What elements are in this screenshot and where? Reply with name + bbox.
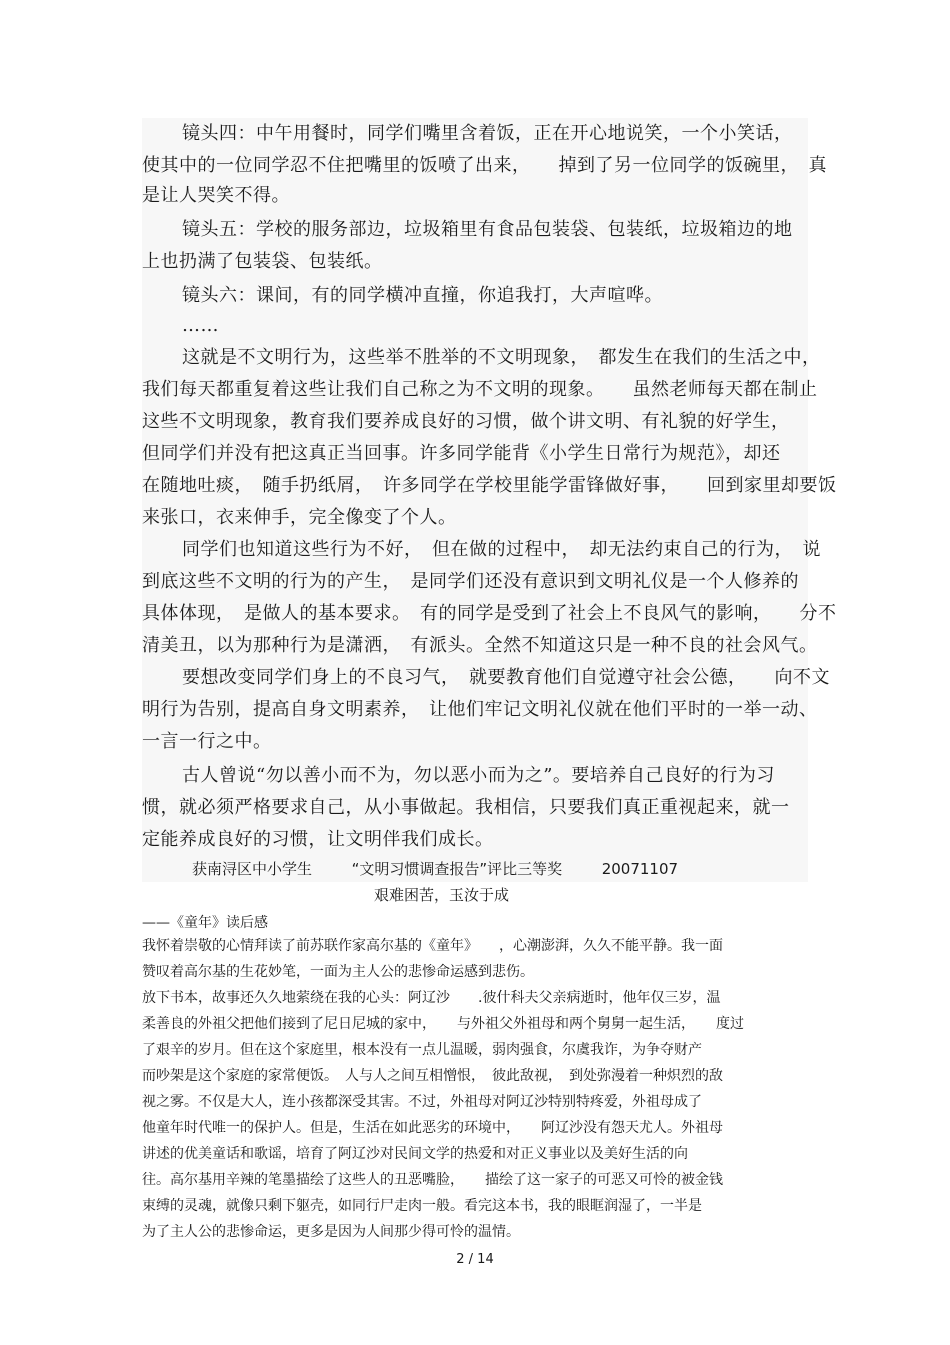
award-date: 20071107: [601, 860, 679, 878]
essay-line: 束缚的灵魂，就像只剩下躯壳，如同行尸走肉一般。看完这本书，我的眼眶润湿了，一半是: [142, 1198, 702, 1214]
essay-line: 放下书本，故事还久久地萦绕在我的心头：阿辽沙 .彼什科夫父亲病逝时，他年仅三岁，温: [142, 990, 721, 1006]
paragraph-line: 一言一行之中。: [142, 731, 272, 752]
essay-line: 而吵架是这个家庭的家常便饭。 人与人之间互相憎恨， 彼此敌视， 到处弥漫着一种炽烈的敌: [142, 1068, 723, 1084]
paragraph-line: 这些不文明现象，教育我们要养成良好的习惯，做个讲文明、有礼貌的好学生，: [142, 411, 790, 432]
paragraph-line: 要想改变同学们身上的不良习气， 就要教育他们自觉遵守社会公德， 向不文: [182, 667, 830, 688]
essay-line: 了艰辛的岁月。但在这个家庭里，根本没有一点儿温暖，弱肉强食，尔虞我诈，为争夺财产: [142, 1042, 702, 1058]
paragraph-line: 到底这些不文明的行为的产生， 是同学们还没有意识到文明礼仪是一个人修养的: [142, 571, 799, 592]
award-line: [192, 858, 678, 879]
paragraph-line: 清美丑，以为那种行为是潇洒， 有派头。全然不知道这只是一种不良的社会风气。: [142, 635, 818, 656]
award-title: “文明习惯调查报告”评比三等奖: [351, 860, 563, 878]
paragraph-line: 是让人哭笑不得。: [142, 185, 290, 206]
paragraph-line: 具体体现， 是做人的基本要求。 有的同学是受到了社会上不良风气的影响， 分不: [142, 603, 837, 624]
essay-line: 他童年时代唯一的保护人。但是，生活在如此恶劣的环境中， 阿辽沙没有怨天尤人。外祖母: [142, 1120, 723, 1136]
paragraph-line: 同学们也知道这些行为不好， 但在做的过程中， 却无法约束自己的行为， 说: [182, 539, 821, 560]
paragraph-line: 上也扔满了包装袋、包装纸。: [142, 251, 383, 272]
essay-line: 视之雾。不仅是大人，连小孩都深受其害。不过，外祖母对阿辽沙特别特疼爱，外祖母成了: [142, 1094, 702, 1110]
essay-line: 柔善良的外祖父把他们接到了尼日尼城的家中， 与外祖父外祖母和两个舅舅一起生活， 度过: [142, 1016, 744, 1032]
paragraph-line: 这就是不文明行为，这些举不胜举的不文明现象， 都发生在我们的生活之中，: [182, 347, 821, 368]
essay-line: 为了主人公的悲惨命运，更多是因为人间那少得可怜的温情。: [142, 1224, 520, 1240]
paragraph-line: 但同学们并没有把这真正当回事。许多同学能背《小学生日常行为规范》，却还: [142, 443, 781, 464]
paragraph-line: 惯，就必须严格要求自己，从小事做起。我相信，只要我们真正重视起来，就一: [142, 797, 790, 818]
essay-line: 赞叹着高尔基的生花妙笔，一面为主人公的悲惨命运感到悲伤。: [142, 964, 534, 980]
essay-title: 艰难困苦，玉汝于成: [374, 886, 510, 904]
essay-line: 往。高尔基用辛辣的笔墨描绘了这些人的丑恶嘴脸， 描绘了这一家子的可恶又可怜的被金钱: [142, 1172, 723, 1188]
article-panel: [142, 118, 837, 882]
paragraph-line: ……: [182, 315, 219, 336]
essay-subtitle: ——《童年》读后感: [142, 915, 268, 931]
essay-line: 我怀着崇敬的心情拜读了前苏联作家高尔基的《童年》 ，心潮澎湃，久久不能平静。我一面: [142, 938, 723, 954]
essay-line: 讲述的优美童话和歌谣，培育了阿辽沙对民间文学的热爱和对正义事业以及美好生活的向: [142, 1146, 688, 1162]
paragraph-line: 在随地吐痰， 随手扔纸屑， 许多同学在学校里能学雷锋做好事， 回到家里却要饭: [142, 475, 837, 496]
paragraph-line: 明行为告别，提高自身文明素养， 让他们牢记文明礼仪就在他们平时的一举一动、: [142, 699, 818, 720]
paragraph-line: 镜头六：课间，有的同学横冲直撞，你追我打，大声喧哗。: [182, 285, 663, 306]
paragraph-line: 定能养成良好的习惯，让文明伴我们成长。: [142, 829, 494, 850]
paragraph-line: 镜头四：中午用餐时，同学们嘴里含着饭，正在开心地说笑，一个小笑话，: [182, 123, 793, 144]
paragraph-line: 我们每天都重复着这些让我们自己称之为不文明的现象。 虽然老师每天都在制止: [142, 379, 818, 400]
paragraph-line: 使其中的一位同学忍不住把嘴里的饭喷了出来， 掉到了另一位同学的饭碗里， 真: [142, 155, 827, 176]
page-number: 2 / 14: [456, 1252, 494, 1267]
award-org: 获南浔区中小学生: [192, 860, 313, 878]
paragraph-line: 古人曾说“勿以善小而不为，勿以恶小而为之”。要培养自己良好的行为习: [182, 765, 775, 786]
paragraph-line: 来张口，衣来伸手，完全像变了个人。: [142, 507, 457, 528]
paragraph-line: 镜头五：学校的服务部边，垃圾箱里有食品包装袋、包装纸，垃圾箱边的地: [182, 219, 793, 240]
